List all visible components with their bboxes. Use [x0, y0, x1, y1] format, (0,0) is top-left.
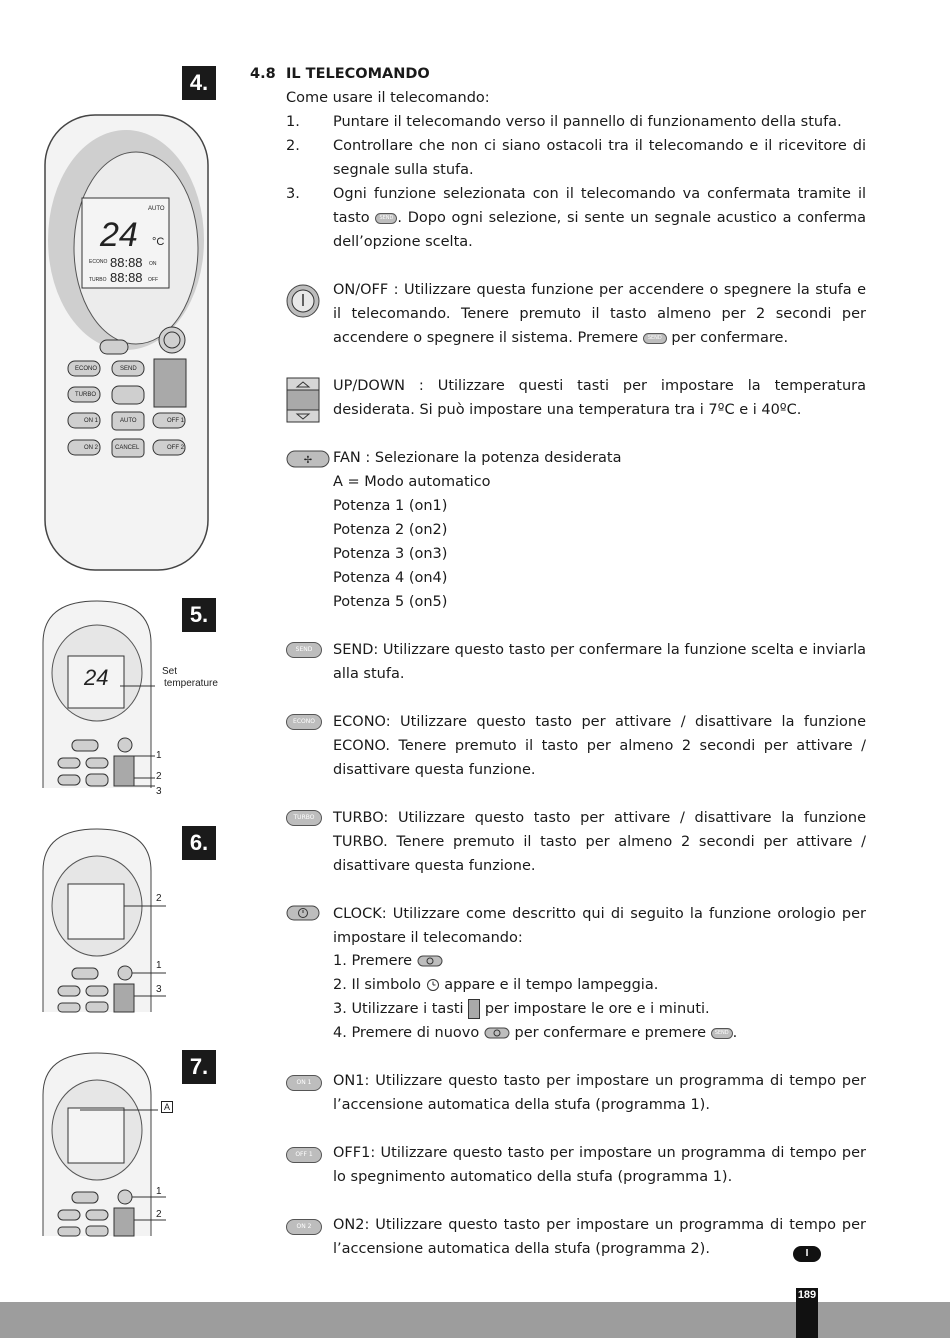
remote-off2-button: OFF 2: [167, 445, 185, 451]
fig5-callout-3: 3: [156, 786, 162, 797]
step-5-label: 5.: [189, 602, 209, 627]
page-number: 189: [797, 1289, 817, 1301]
fig6-callout-1: 1: [156, 960, 162, 971]
clock-intro: CLOCK: Utilizzare come descritto qui di seguito la funzione orologio per impostare il telecomando:: [333, 906, 866, 946]
remote-unit: °C: [152, 236, 165, 248]
remote-on-indicator: ON: [149, 261, 157, 267]
fan-line-5: Potenza 4 (on4): [333, 570, 448, 586]
fan-line-6: Potenza 5 (on5): [333, 594, 448, 610]
fig5-temperature: 24: [84, 665, 109, 690]
fig7-auto-symbol: A: [161, 1101, 173, 1113]
remote-time-1: 88:88: [110, 255, 143, 270]
section-intro: Come usare il telecomando:: [286, 90, 490, 106]
on1-description: ON1: Utilizzare questo tasto per impostare un programma di tempo per l’accensione automatica della stufa (programma 1).: [333, 1073, 866, 1113]
clock-inline-icon: [484, 1027, 510, 1039]
list-item-3: Ogni funzione selezionata con il telecomando va confermata tramite il tasto SEND . Dopo ogni selezione, si sente un segnale acustico a conferma dell’opzione scelta.: [333, 186, 866, 250]
remote-turbo-indicator: TURBO: [89, 277, 107, 283]
send-button-inline: SEND: [375, 213, 397, 224]
fan-title: FAN : Selezionare la potenza desiderata: [333, 450, 622, 466]
fig6-callout-3: 3: [156, 984, 162, 995]
step-6-label: 6.: [189, 830, 209, 855]
send-button-icon: SEND: [286, 642, 322, 658]
section-number: 4.8: [250, 66, 276, 82]
remote-cancel-button: CANCEL: [115, 445, 140, 451]
step-4-label: 4.: [189, 70, 209, 95]
clock-step-4: 4. Premere di nuovo per confermare e premere SEND .: [333, 1025, 738, 1041]
remote-mode-text: AUTO: [148, 206, 165, 212]
remote-temperature: 24: [100, 216, 138, 254]
fig5-callout-2: 2: [156, 771, 162, 782]
up-down-arrows-icon: [286, 377, 320, 423]
fan-line-4: Potenza 3 (on3): [333, 546, 448, 562]
clock-step-1: 1. Premere: [333, 949, 443, 973]
list-item-2: Controllare che non ci siano ostacoli tra il telecomando e il ricevitore di segnale sulla stufa.: [333, 138, 866, 178]
list-item-1: Puntare il telecomando verso il pannello di funzionamento della stufa.: [333, 114, 842, 130]
remote-econo-indicator: ECONO: [89, 259, 108, 265]
remote-fig7-illustration: [40, 1050, 170, 1238]
clock-symbol-icon: [426, 978, 440, 992]
step-7-box: [182, 1050, 216, 1084]
remote-fig5-illustration: [40, 598, 155, 790]
turbo-button-icon: TURBO: [286, 810, 322, 826]
step-6-box: [182, 826, 216, 860]
clock-step-2: 2. Il simbolo appare e il tempo lampeggia.: [333, 977, 659, 993]
fan-line-3: Potenza 2 (on2): [333, 522, 448, 538]
turbo-description: TURBO: Utilizzare questo tasto per attivare / disattivare la funzione TURBO. Tenere premuto il tasto per almeno 2 secondi per attivare / disattivare questa funzione.: [333, 810, 866, 874]
step-4-box: [182, 66, 216, 100]
remote-time-2: 88:88: [110, 270, 143, 285]
remote-off1-button: OFF 1: [167, 418, 185, 424]
remote-fig6-illustration: [40, 826, 170, 1014]
list-num-1: 1.: [286, 114, 300, 130]
on2-button-icon: ON 2: [286, 1216, 320, 1230]
on2-description: ON2: Utilizzare questo tasto per impostare un programma di tempo per l’accensione automatica della stufa (programma 2).: [333, 1217, 866, 1257]
remote-turbo-button: TURBO: [75, 392, 96, 398]
econo-button-icon: ECONO: [286, 714, 322, 730]
clock-inline-icon: [417, 955, 443, 967]
fan-line-1: A = Modo automatico: [333, 474, 491, 490]
fig7-callout-1: 1: [156, 1186, 162, 1197]
updown-description: UP/DOWN : Utilizzare questi tasti per impostare la temperatura desiderata. Si può impostare una temperatura tra i 7ºC e i 40ºC.: [333, 378, 866, 418]
step-5-box: [182, 598, 216, 632]
list-num-3: 3.: [286, 186, 300, 202]
off1-description: OFF1: Utilizzare questo tasto per impostare un programma di tempo per lo spegnimento automatico della stufa (programma 1).: [333, 1145, 866, 1185]
clock-button-icon: [286, 905, 320, 921]
fan-line-2: Potenza 1 (on1): [333, 498, 448, 514]
svg-text:✢: ✢: [303, 455, 313, 466]
fan-button-icon: [286, 450, 330, 468]
up-down-inline-icon: [468, 999, 480, 1019]
section-title: IL TELECOMANDO: [286, 66, 430, 82]
send-description: SEND: Utilizzare questo tasto per confermare la funzione scelta e inviarla alla stufa.: [333, 642, 866, 682]
remote-control-illustration: [40, 110, 215, 575]
on1-button-icon: ON 1: [286, 1072, 320, 1086]
fig5-callout-1: 1: [156, 750, 162, 761]
clock-step-3: 3. Utilizzare i tasti per impostare le ore e i minuti.: [333, 1001, 710, 1017]
remote-off-indicator: OFF: [148, 277, 158, 283]
remote-on1-button: ON 1: [84, 418, 99, 424]
fig6-callout-2: 2: [156, 893, 162, 904]
remote-econo-button: ECONO: [75, 366, 98, 372]
fig5-temperature-label: temperature: [164, 678, 218, 689]
list-num-2: 2.: [286, 138, 300, 154]
econo-description: ECONO: Utilizzare questo tasto per attivare / disattivare la funzione ECONO. Tenere premuto il tasto per almeno 2 secondi per attivare / disattivare questa funzione.: [333, 714, 866, 778]
remote-send-button: SEND: [120, 366, 137, 372]
send-button-inline: SEND: [643, 333, 667, 344]
onoff-description: ON/OFF : Utilizzare questa funzione per accendere o spegnere la stufa e il telecomando. Tenere premuto il tasto almeno per 2 secondi per accendere o spegnere il sistema. Premere SEND per confermare.: [333, 282, 866, 346]
step-7-label: 7.: [189, 1054, 209, 1079]
fig5-set-label: Set: [162, 666, 178, 677]
language-badge: I: [793, 1246, 821, 1262]
send-button-inline: SEND: [711, 1028, 733, 1039]
remote-on2-button: ON 2: [84, 445, 99, 451]
off1-button-icon: OFF 1: [286, 1144, 320, 1158]
fig7-callout-2: 2: [156, 1209, 162, 1220]
remote-auto-button: AUTO: [120, 418, 137, 424]
power-button-icon: [286, 284, 320, 318]
